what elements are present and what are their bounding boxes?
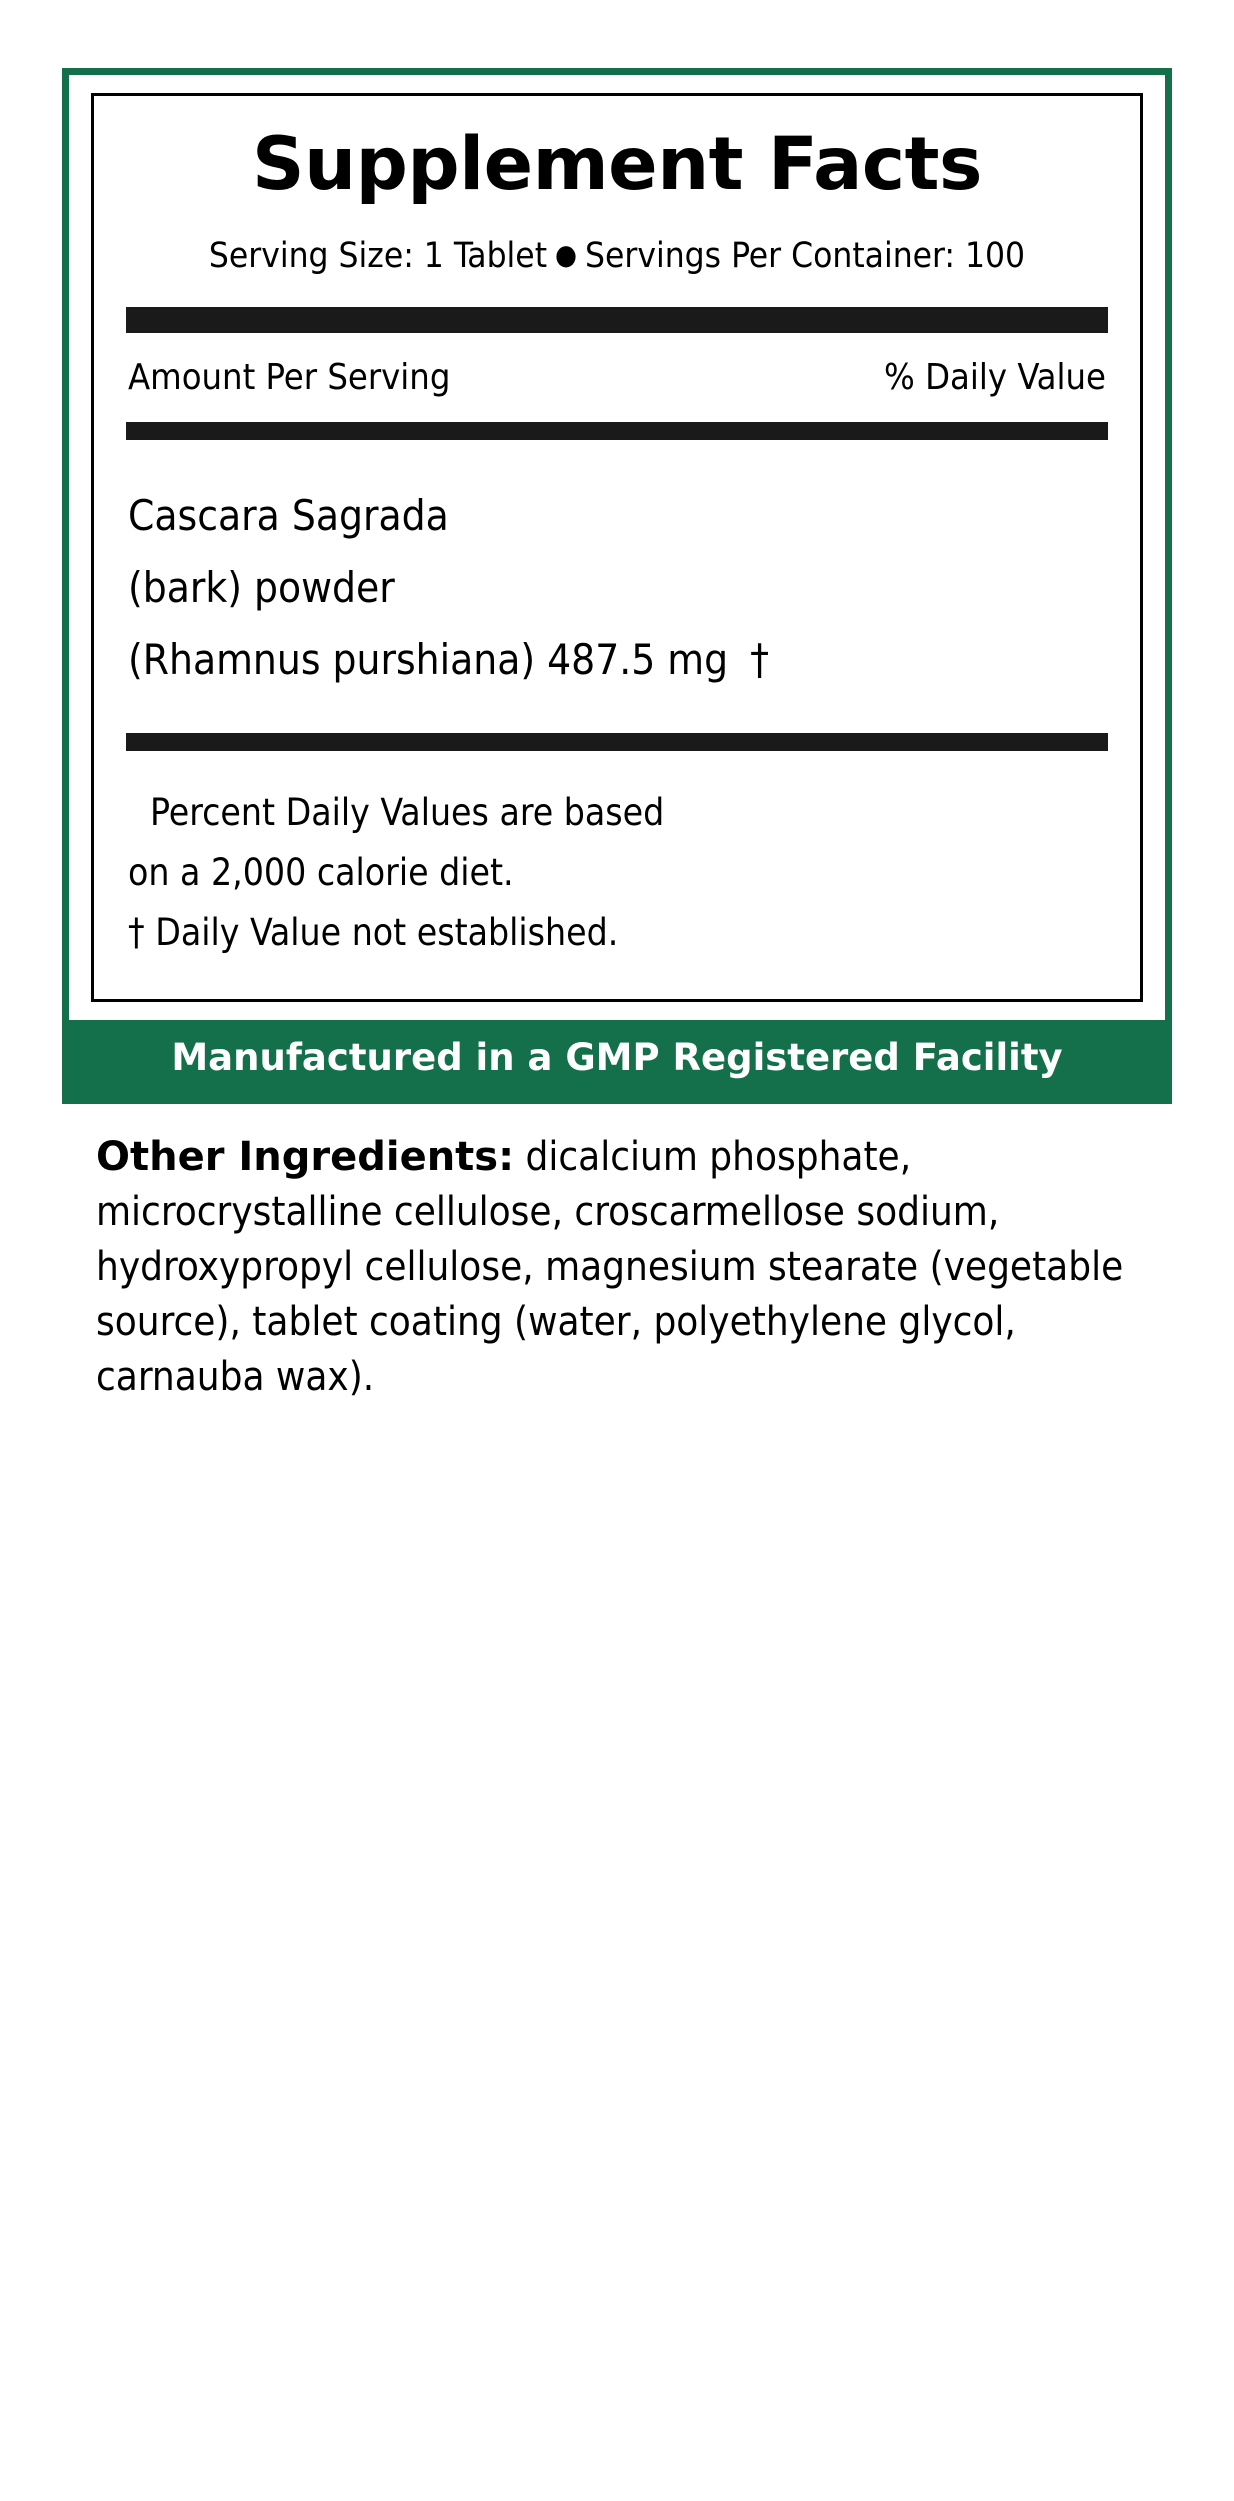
- serving-info: [122, 235, 1112, 277]
- divider-thick-top: [126, 307, 1108, 333]
- divider-bottom: [126, 733, 1108, 751]
- table-header-row: [122, 349, 1112, 408]
- supplement-facts-panel: [91, 93, 1143, 1002]
- nutrient-row: [122, 454, 1112, 719]
- nutrient-daily-value: †: [750, 635, 769, 685]
- other-ingredients-heading: Other Ingredients:: [96, 1133, 515, 1180]
- footnote-daily-value-basis-line-2: on a 2,000 calorie diet.: [128, 850, 514, 894]
- nutrient-name-line-3: (Rhamnus purshiana) 487.5 mg: [128, 635, 729, 685]
- nutrient-name-line-2: (bark) powder: [128, 563, 395, 613]
- nutrient-amount-line: [128, 624, 1106, 696]
- gmp-banner: Manufactured in a GMP Registered Facility: [69, 1020, 1165, 1097]
- other-ingredients: [96, 1130, 1142, 1406]
- supplement-label: [62, 68, 1172, 1405]
- green-frame: [62, 68, 1172, 1104]
- nutrient-name-line-1: Cascara Sagrada: [128, 491, 449, 540]
- amount-per-serving-header: Amount Per Serving: [128, 357, 451, 398]
- footnote-dagger-note: † Daily Value not established.: [128, 910, 619, 954]
- footnote-daily-value-basis-line-1: Percent Daily Values are based: [150, 790, 665, 834]
- page-title: Supplement Facts: [252, 122, 982, 207]
- servings-per-container-label: Servings Per Container: 100: [585, 236, 1026, 276]
- divider-under-header: [126, 422, 1108, 440]
- serving-size-label: Serving Size: 1 Tablet: [208, 236, 548, 276]
- other-ingredients-text: dicalcium phosphate, microcrystalline cellulose, croscarmellose sodium, hydroxypropyl cellulose, magnesium stearate (vegetable source), tablet coating (water, polyethylene glycol, carnauba wax).: [96, 1133, 1124, 1401]
- daily-value-header: % Daily Value: [884, 357, 1106, 398]
- footnotes: [122, 765, 1112, 973]
- bullet-icon: ●: [555, 238, 578, 271]
